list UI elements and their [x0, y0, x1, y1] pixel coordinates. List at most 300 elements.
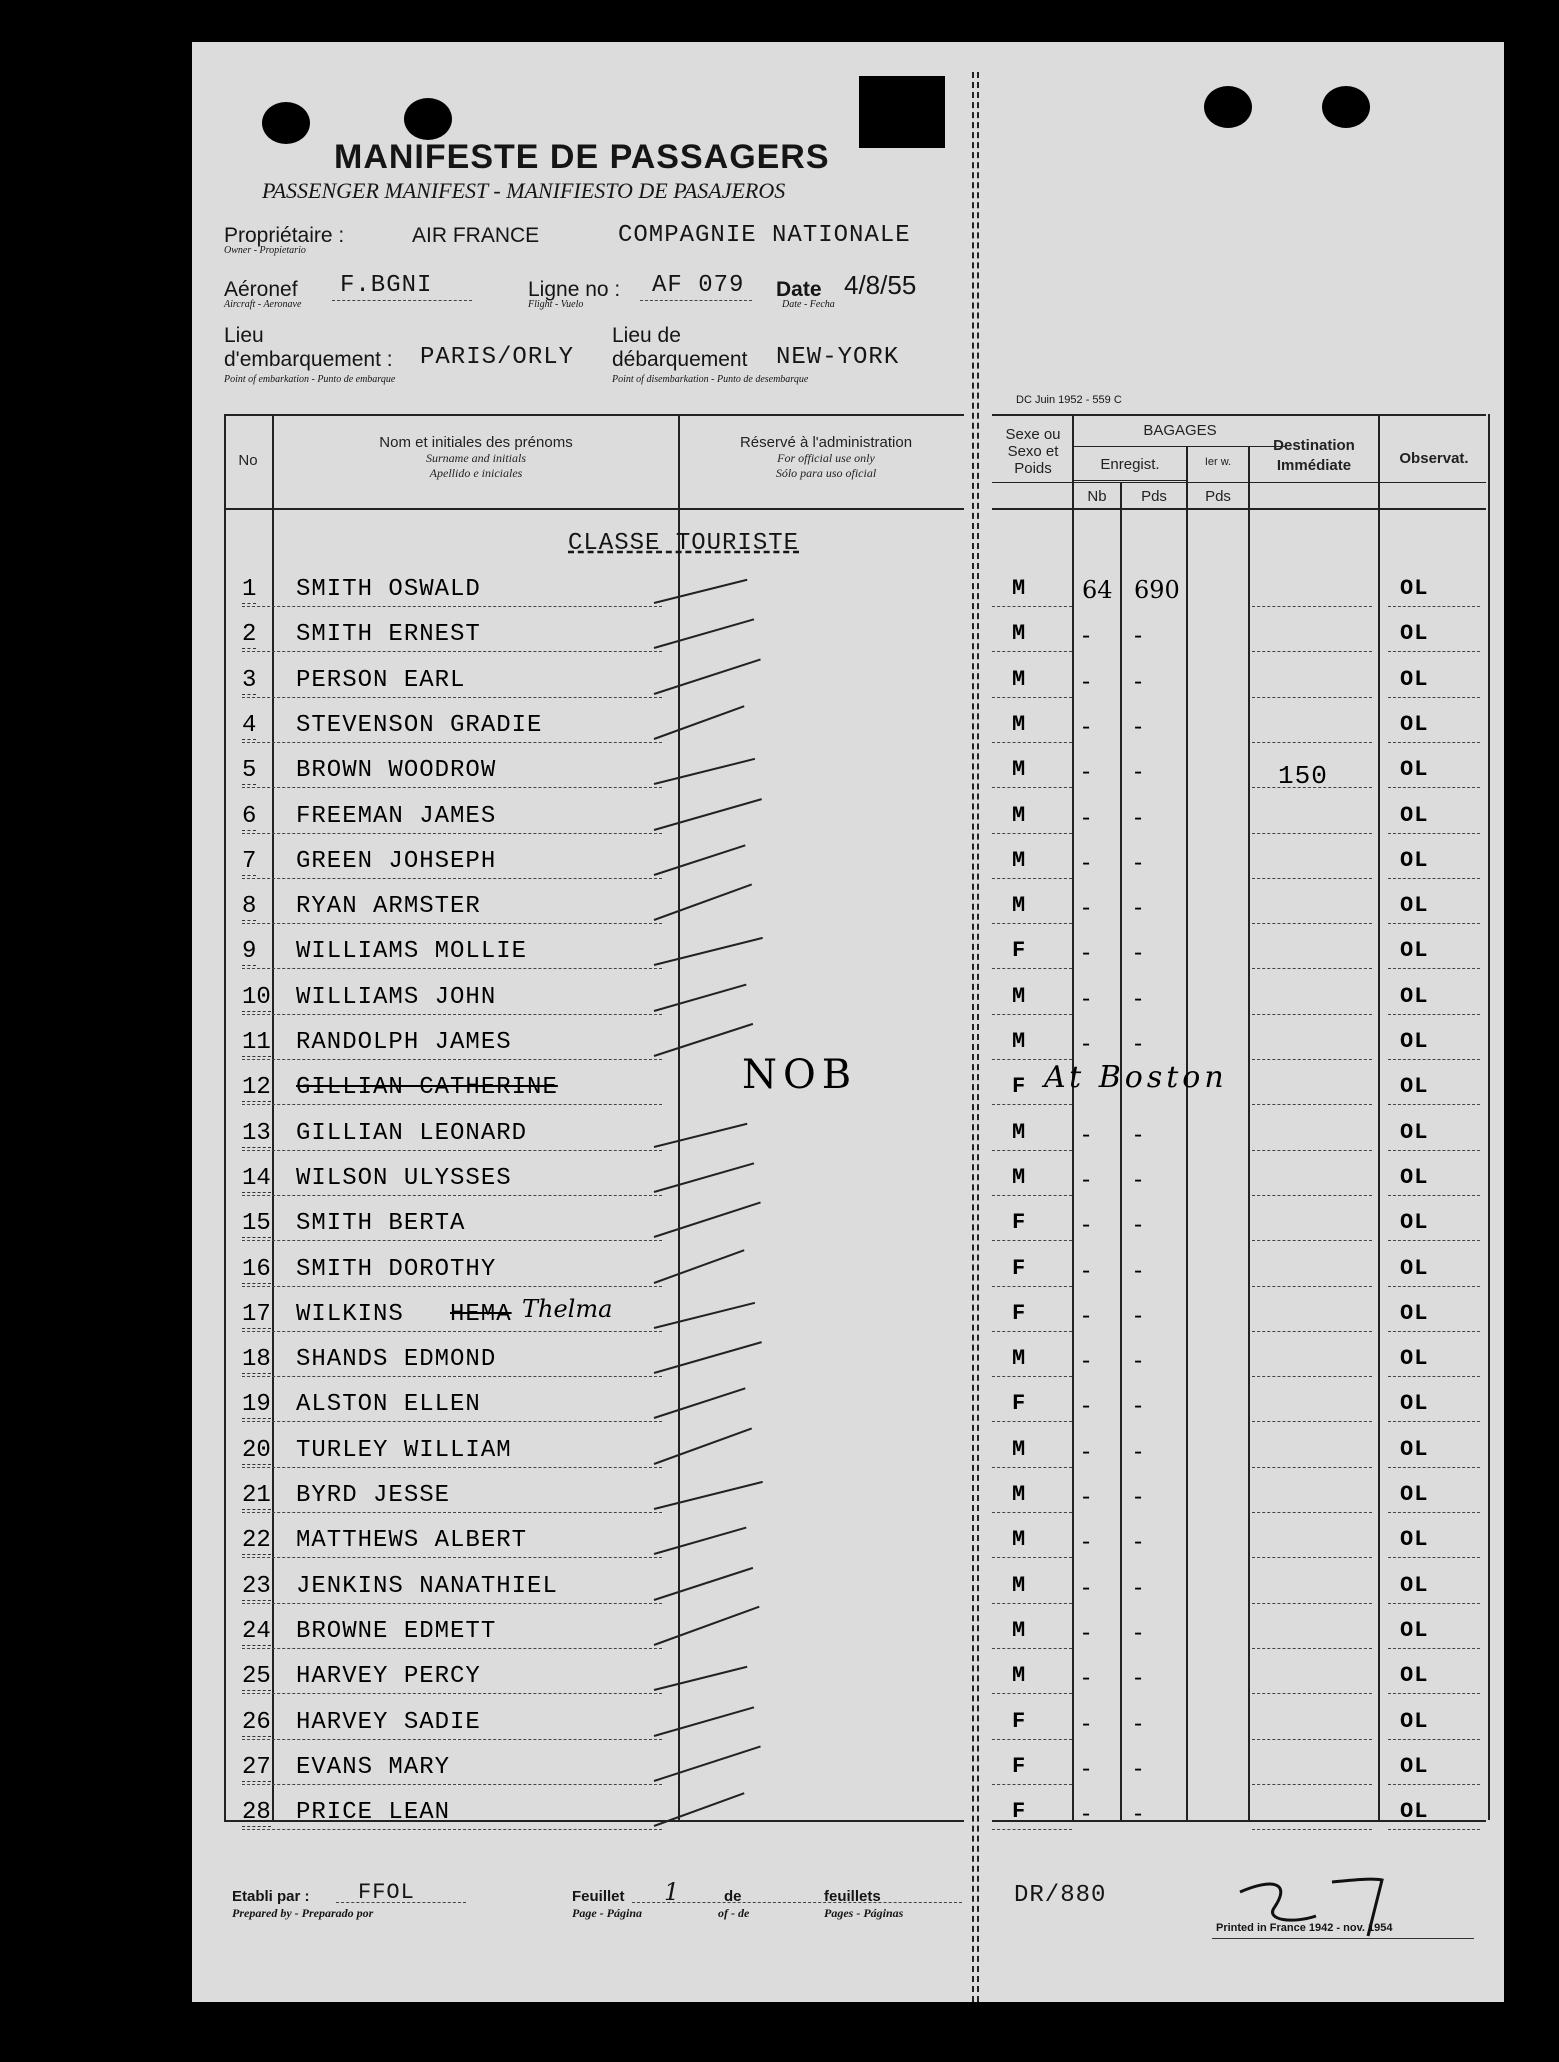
row-number: 5 [242, 757, 257, 784]
check-mark [654, 618, 755, 649]
baggage-weight: - [1134, 893, 1143, 921]
observation-value: OL [1400, 1210, 1429, 1235]
baggage-count: - [1082, 1527, 1091, 1555]
check-mark [654, 758, 755, 785]
row-number: 15 [242, 1210, 271, 1237]
row-rule [242, 833, 662, 834]
row-rule [1388, 1557, 1480, 1558]
row-rule [1252, 1603, 1372, 1604]
col-admin-sub-1: For official use only [777, 451, 875, 465]
row-rule [1388, 1603, 1480, 1604]
sex-value: F [1012, 1301, 1027, 1326]
punch-hole [1204, 86, 1252, 128]
disembark-sub: Point of disembarkation - Punto de desembarque [612, 374, 809, 385]
observation-value: OL [1400, 1799, 1429, 1824]
passenger-name: RANDOLPH JAMES [296, 1029, 512, 1056]
row-rule [242, 1829, 662, 1830]
col-checked: Enregist. [1100, 456, 1160, 473]
check-mark [654, 658, 761, 695]
row-number: 10 [242, 984, 271, 1011]
row-number: 22 [242, 1527, 271, 1554]
baggage-count: - [1082, 1391, 1091, 1419]
observation-value: OL [1400, 667, 1429, 692]
baggage-count: - [1082, 667, 1091, 695]
sex-value: M [1012, 1029, 1027, 1054]
passenger-row [192, 840, 1504, 884]
baggage-weight: - [1134, 1301, 1143, 1329]
owner-typed: COMPAGNIE NATIONALE [618, 222, 911, 249]
row-rule [992, 1104, 1072, 1105]
sex-value: M [1012, 803, 1027, 828]
aircraft-value: F.BGNI [340, 272, 433, 299]
baggage-weight: - [1134, 1210, 1143, 1238]
row-rule [992, 697, 1072, 698]
passenger-row [192, 930, 1504, 974]
flight-label: Ligne no : [528, 278, 621, 301]
row-rule [242, 1286, 662, 1287]
row-rule [1252, 1286, 1372, 1287]
row-rule [1388, 878, 1480, 879]
aircraft-sub: Aircraft - Aeronave [224, 299, 302, 310]
row-rule [242, 697, 662, 698]
date-label: Date [776, 278, 822, 301]
baggage-count: - [1082, 1482, 1091, 1510]
observation-value: OL [1400, 621, 1429, 646]
baggage-weight: - [1134, 1663, 1143, 1691]
row-rule [1252, 1240, 1372, 1241]
row-rule [1388, 1829, 1480, 1830]
baggage-weight: - [1134, 984, 1143, 1012]
row-rule [1252, 923, 1372, 924]
embark-sub: Point of embarkation - Punto de embarque [224, 374, 396, 385]
row-rule [1252, 1195, 1372, 1196]
row-rule [1252, 1059, 1372, 1060]
prepared-sub: Prepared by - Preparado por [232, 1906, 374, 1920]
check-mark [654, 1387, 746, 1419]
row-number: 3 [242, 667, 257, 694]
baggage-weight: - [1134, 1437, 1143, 1465]
row-rule [992, 1557, 1072, 1558]
passenger-name: WILSON ULYSSES [296, 1165, 512, 1192]
baggage-count: - [1082, 1618, 1091, 1646]
passenger-name: WILLIAMS JOHN [296, 984, 497, 1011]
check-mark [654, 1792, 745, 1827]
passenger-row [192, 704, 1504, 748]
of-sub: of - de [718, 1906, 750, 1920]
row-rule [1388, 1286, 1480, 1287]
baggage-count: - [1082, 757, 1091, 785]
check-mark [654, 883, 752, 920]
passenger-row [192, 1610, 1504, 1654]
passenger-name: PERSON EARL [296, 667, 466, 694]
row-rule [1388, 1784, 1480, 1785]
row-rule [992, 651, 1072, 652]
row-number: 27 [242, 1754, 271, 1781]
sheet-value: 1 [664, 1878, 680, 1906]
flight-value: AF 079 [652, 272, 745, 299]
passenger-name: GREEN JOHSEPH [296, 848, 497, 875]
row-rule [1388, 1739, 1480, 1740]
baggage-count: - [1082, 848, 1091, 876]
row-number: 4 [242, 712, 257, 739]
col-nb: Nb [1087, 488, 1107, 505]
passenger-name: SHANDS EDMOND [296, 1346, 497, 1373]
row-rule [242, 1648, 662, 1649]
passenger-row [192, 1565, 1504, 1609]
row-rule [992, 787, 1072, 788]
row-rule [242, 1331, 662, 1332]
passenger-row [192, 749, 1504, 793]
row-rule [992, 606, 1072, 607]
owner-label: Propriétaire : [224, 224, 345, 247]
sex-value: M [1012, 621, 1027, 646]
row-rule [992, 1286, 1072, 1287]
observation-value: OL [1400, 1120, 1429, 1145]
passenger-row [192, 795, 1504, 839]
sex-value: M [1012, 1165, 1027, 1190]
row-rule [1252, 1648, 1372, 1649]
passenger-row [192, 1655, 1504, 1699]
owner-value: AIR FRANCE [412, 224, 540, 247]
printed-note: Printed in France 1942 - nov. 1954 [1216, 1922, 1393, 1934]
row-number: 6 [242, 803, 257, 830]
check-mark [654, 1745, 761, 1782]
row-rule [242, 1784, 662, 1785]
row-rule [992, 1467, 1072, 1468]
row-rule [1252, 1829, 1372, 1830]
row-rule [242, 1421, 662, 1422]
row-rule [1388, 697, 1480, 698]
row-rule [1388, 1693, 1480, 1694]
passenger-name-struck: HEMA [450, 1301, 512, 1328]
check-mark [654, 1123, 748, 1148]
row-rule [1252, 1150, 1372, 1151]
row-number: 14 [242, 1165, 271, 1192]
row-number: 17 [242, 1301, 271, 1328]
row-rule [992, 1240, 1072, 1241]
row-rule [242, 1059, 662, 1060]
baggage-count: - [1082, 893, 1091, 921]
col-observ: Observat. [1399, 450, 1469, 467]
observation-value: OL [1400, 1165, 1429, 1190]
row-rule [1252, 1014, 1372, 1015]
baggage-count: - [1082, 1663, 1091, 1691]
col-sex: Sexe ou Sexo et Poids [1005, 426, 1061, 477]
baggage-weight: - [1134, 1256, 1143, 1284]
binder-tab [859, 76, 945, 148]
row-rule [1388, 923, 1480, 924]
row-number: 25 [242, 1663, 271, 1690]
row-number: 23 [242, 1573, 271, 1600]
passenger-row [192, 885, 1504, 929]
row-rule [992, 1014, 1072, 1015]
disembark-value: NEW-YORK [776, 344, 900, 371]
date-sub: Date - Fecha [782, 299, 835, 310]
passenger-row [192, 1701, 1504, 1745]
baggage-count: - [1082, 1029, 1091, 1057]
col-destination: Destination Immédiate [1273, 437, 1355, 474]
row-rule [242, 1512, 662, 1513]
sex-value: M [1012, 757, 1027, 782]
row-rule [242, 1467, 662, 1468]
passenger-name: STEVENSON GRADIE [296, 712, 543, 739]
check-mark [654, 1427, 752, 1464]
row-rule [1388, 1240, 1480, 1241]
row-rule [242, 1150, 662, 1151]
passenger-name: BYRD JESSE [296, 1482, 451, 1509]
row-rule [242, 1739, 662, 1740]
punch-hole [1322, 86, 1370, 128]
punch-hole [404, 98, 452, 140]
baggage-weight: - [1134, 1346, 1143, 1374]
row-rule [242, 606, 662, 607]
baggage-weight: - [1134, 1618, 1143, 1646]
row-rule [1388, 1421, 1480, 1422]
row-rule [242, 742, 662, 743]
baggage-weight: - [1134, 1754, 1143, 1782]
row-rule [242, 1104, 662, 1105]
sheet-sub: Page - Página [572, 1906, 642, 1920]
row-rule [1388, 787, 1480, 788]
row-rule [992, 833, 1072, 834]
passenger-name: WILKINS [296, 1301, 404, 1328]
check-mark [654, 579, 748, 604]
row-rule [1388, 1014, 1480, 1015]
row-rule [1388, 1376, 1480, 1377]
baggage-count: - [1082, 1346, 1091, 1374]
passenger-name: GILLIAN LEONARD [296, 1120, 528, 1147]
row-rule [1388, 1059, 1480, 1060]
row-rule [1388, 1467, 1480, 1468]
row-rule [242, 968, 662, 969]
passenger-row [192, 1338, 1504, 1382]
baggage-weight: - [1134, 667, 1143, 695]
passenger-row [192, 1202, 1504, 1246]
sex-value: M [1012, 1663, 1027, 1688]
row-rule [992, 878, 1072, 879]
sex-value: M [1012, 848, 1027, 873]
sex-value: M [1012, 984, 1027, 1009]
row-rule [242, 1693, 662, 1694]
passenger-name: GILLIAN CATHERINE [296, 1074, 558, 1101]
passenger-row [192, 1052, 1504, 1110]
passenger-name: HARVEY SADIE [296, 1709, 481, 1736]
observation-value: OL [1400, 1029, 1429, 1054]
observation-value: OL [1400, 1391, 1429, 1416]
check-mark [654, 798, 762, 831]
sex-value: M [1012, 1618, 1027, 1643]
observation-value: OL [1400, 1663, 1429, 1688]
row-rule [992, 1195, 1072, 1196]
passenger-row [192, 1791, 1504, 1835]
row-rule [242, 1603, 662, 1604]
check-mark [654, 844, 746, 876]
check-mark [654, 1706, 755, 1737]
row-rule [1388, 1150, 1480, 1151]
row-number: 26 [242, 1709, 271, 1736]
row-number: 20 [242, 1437, 271, 1464]
aircraft-label: Aéronef [224, 278, 298, 301]
passenger-row [192, 1248, 1504, 1292]
passenger-row [192, 1474, 1504, 1518]
row-rule [1252, 1693, 1372, 1694]
observation-value: OL [1400, 1074, 1429, 1099]
col-no: No [238, 452, 258, 469]
passenger-name: EVANS MARY [296, 1754, 451, 1781]
observation-value: OL [1400, 803, 1429, 828]
sex-value: M [1012, 667, 1027, 692]
reference-code: DR/880 [1014, 1882, 1107, 1909]
row-number: 13 [242, 1120, 271, 1147]
baggage-weight: - [1134, 938, 1143, 966]
row-rule [1388, 1331, 1480, 1332]
col-baggage: BAGAGES [1143, 422, 1217, 439]
row-rule [242, 1240, 662, 1241]
row-rule [1252, 606, 1372, 607]
row-rule [1252, 1557, 1372, 1558]
baggage-weight: - [1134, 1527, 1143, 1555]
baggage-weight: - [1134, 712, 1143, 740]
sex-value: M [1012, 1527, 1027, 1552]
row-rule [992, 968, 1072, 969]
baggage-weight: - [1134, 1029, 1143, 1057]
observation-value: OL [1400, 1618, 1429, 1643]
baggage-weight: - [1134, 1573, 1143, 1601]
row-rule [1252, 1331, 1372, 1332]
manifest-title: MANIFESTE DE PASSAGERS [334, 138, 830, 176]
flight-sub: Flight - Vuelo [528, 299, 584, 310]
row-rule [1252, 833, 1372, 834]
row-rule [1252, 651, 1372, 652]
row-rule [242, 1376, 662, 1377]
passenger-name: TURLEY WILLIAM [296, 1437, 512, 1464]
row-number: 24 [242, 1618, 271, 1645]
row-number: 7 [242, 848, 257, 875]
passenger-name: BROWN WOODROW [296, 757, 497, 784]
passenger-name: SMITH DOROTHY [296, 1256, 497, 1283]
row-rule [1252, 742, 1372, 743]
baggage-weight: 690 [1134, 576, 1180, 604]
row-rule [242, 1557, 662, 1558]
observation-value: OL [1400, 848, 1429, 873]
sex-value: M [1012, 1120, 1027, 1145]
row-rule [1252, 697, 1372, 698]
row-rule [992, 923, 1072, 924]
row-rule [992, 1376, 1072, 1377]
row-rule [1252, 1467, 1372, 1468]
sex-value: F [1012, 1391, 1027, 1416]
row-rule [1252, 1104, 1372, 1105]
baggage-count: - [1082, 1799, 1091, 1827]
passenger-name-handwritten: Thelma [522, 1295, 613, 1323]
passenger-row [192, 1293, 1504, 1337]
row-rule [1388, 651, 1480, 652]
row-number: 28 [242, 1799, 271, 1826]
row-rule [1252, 1376, 1372, 1377]
manifest-subtitle: PASSENGER MANIFEST - MANIFIESTO DE PASAJEROS [262, 178, 786, 203]
sex-value: M [1012, 1437, 1027, 1462]
row-number: 18 [242, 1346, 271, 1373]
passenger-row [192, 659, 1504, 703]
row-rule [1252, 968, 1372, 969]
prepared-value: FFOL [358, 1880, 415, 1905]
check-mark [654, 1527, 747, 1555]
baggage-count: - [1082, 712, 1091, 740]
row-number: 21 [242, 1482, 271, 1509]
embark-value: PARIS/ORLY [420, 344, 575, 371]
passenger-name: SMITH OSWALD [296, 576, 481, 603]
baggage-count: - [1082, 938, 1091, 966]
baggage-weight: - [1134, 1391, 1143, 1419]
row-rule [992, 1739, 1072, 1740]
date-value: 4/8/55 [844, 270, 917, 300]
baggage-weight: - [1134, 1482, 1143, 1510]
observation-value: OL [1400, 1527, 1429, 1552]
row-rule [992, 1150, 1072, 1151]
sex-value: M [1012, 1573, 1027, 1598]
row-rule [1388, 1195, 1480, 1196]
passenger-row [192, 1746, 1504, 1790]
sex-value: M [1012, 576, 1027, 601]
sex-value: F [1012, 1074, 1027, 1099]
row-rule [992, 742, 1072, 743]
baggage-weight: - [1134, 621, 1143, 649]
check-mark [654, 937, 763, 966]
passenger-name: SMITH BERTA [296, 1210, 466, 1237]
passenger-name: ALSTON ELLEN [296, 1391, 481, 1418]
section-label: CLASSE TOURISTE [568, 530, 800, 557]
col-name-label: Nom et initiales des prénoms [379, 434, 573, 451]
check-mark [654, 1162, 755, 1193]
row-rule [992, 1829, 1072, 1830]
observation-value: OL [1400, 712, 1429, 737]
sex-value: F [1012, 1754, 1027, 1779]
passenger-name: MATTHEWS ALBERT [296, 1527, 528, 1554]
check-mark [654, 1481, 763, 1510]
observation-value: OL [1400, 893, 1429, 918]
form-code: DC Juin 1952 - 559 C [1016, 394, 1122, 406]
sex-value: F [1012, 1256, 1027, 1281]
baggage-count: - [1082, 803, 1091, 831]
destination-value: 150 [1278, 761, 1328, 791]
baggage-count: 64 [1082, 576, 1113, 604]
admin-note: NOB [742, 1052, 858, 1098]
sheets-sub: Pages - Páginas [824, 1906, 904, 1920]
row-rule [1252, 787, 1372, 788]
embark-label-2: d'embarquement : [224, 348, 393, 371]
row-rule [1252, 1421, 1372, 1422]
sheets-label: feuillets [824, 1888, 881, 1905]
row-rule [242, 878, 662, 879]
sex-value: M [1012, 712, 1027, 737]
sex-value: M [1012, 1346, 1027, 1371]
observation-value: OL [1400, 576, 1429, 601]
sex-value: M [1012, 893, 1027, 918]
of-label: de [724, 1888, 742, 1905]
prepared-label: Etabli par : [232, 1888, 310, 1905]
row-rule [242, 1014, 662, 1015]
row-rule [1388, 1104, 1480, 1105]
row-rule [1252, 1512, 1372, 1513]
check-mark [654, 705, 745, 740]
row-number: 16 [242, 1256, 271, 1283]
check-mark [654, 984, 747, 1012]
row-rule [1388, 1648, 1480, 1649]
baggage-count: - [1082, 621, 1091, 649]
passenger-row [192, 976, 1504, 1020]
passenger-name: BROWNE EDMETT [296, 1618, 497, 1645]
row-rule [242, 923, 662, 924]
